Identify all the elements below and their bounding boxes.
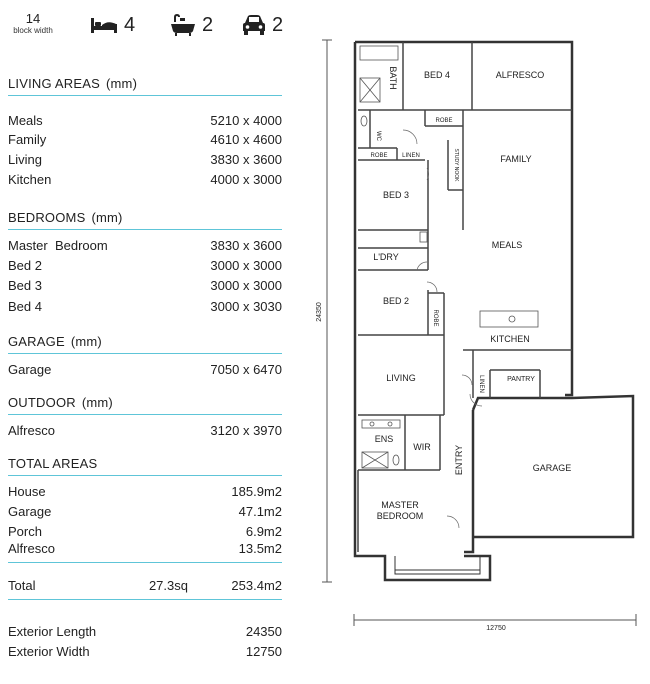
bathtub <box>360 46 398 60</box>
spec-value: 185.9m2 <box>231 484 282 499</box>
floor-plan <box>300 30 645 640</box>
room-label-kitchen: KITCHEN <box>490 334 530 344</box>
spec-value: 47.1m2 <box>238 504 282 519</box>
spec-row-total <box>8 578 282 594</box>
room-label-robe-bed3: ROBE <box>370 153 388 159</box>
room-label-laundry: L'DRY <box>373 252 399 262</box>
spec-name: Alfresco <box>8 423 55 438</box>
bedrooms-stat <box>90 14 135 36</box>
spec-name: Living <box>8 152 42 167</box>
room-label-wc: WC <box>375 131 381 141</box>
spec-row-meals <box>8 113 282 129</box>
room-label-study-nook: STUDY NOOK <box>453 148 459 182</box>
block-width-label: block width <box>13 26 53 35</box>
room-label-wir: WIR <box>413 442 431 452</box>
total-areas-title: TOTAL AREAS <box>8 456 98 471</box>
spec-value: 3830 x 3600 <box>210 238 282 253</box>
exterior-length-value: 24350 <box>245 624 282 639</box>
outdoor-title: OUTDOOR <box>8 395 76 410</box>
exterior-width-label: Exterior Width <box>8 644 90 659</box>
spec-row-bed-3 <box>8 278 282 294</box>
car-spaces-stat <box>242 14 283 36</box>
spec-row-house-area <box>8 484 282 500</box>
bathrooms-stat <box>170 14 213 36</box>
total-areas-heading <box>8 456 282 476</box>
room-label-linen-kitchen: LINEN <box>478 375 484 393</box>
garage-unit: (mm) <box>70 334 102 349</box>
spec-value: 3000 x 3000 <box>210 278 282 293</box>
spec-row-family <box>8 132 282 148</box>
spec-name: Master Bedroom <box>8 238 108 253</box>
spec-name: Bed 3 <box>8 278 42 293</box>
bathrooms-count: 2 <box>202 13 214 36</box>
car-spaces-count: 2 <box>272 13 284 36</box>
living-areas-unit: (mm) <box>106 76 138 91</box>
bedrooms-title: BEDROOMS <box>8 210 86 225</box>
block-width-value: 14 <box>25 11 41 26</box>
divider <box>8 599 282 600</box>
living-areas-title: LIVING AREAS <box>8 76 100 91</box>
spec-row-master-bedroom <box>8 238 282 254</box>
bedrooms-count: 4 <box>124 13 136 36</box>
total-squares: 27.3sq <box>148 578 188 593</box>
spec-row-porch-area <box>8 524 282 540</box>
bedrooms-unit: (mm) <box>91 210 123 225</box>
spec-name: Bed 4 <box>8 299 42 314</box>
spec-row-alfresco-area <box>8 541 282 557</box>
room-label-ens: ENS <box>374 434 394 444</box>
spec-row-alfresco <box>8 423 282 439</box>
spec-value: 4610 x 4600 <box>210 132 282 147</box>
spec-name: Bed 2 <box>8 258 42 273</box>
room-label-master-line2: BEDROOM <box>376 511 424 521</box>
spec-name: Garage <box>8 504 52 519</box>
spec-value: 6.9m2 <box>245 524 282 539</box>
room-label-linen-top: LINEN <box>402 153 420 159</box>
room-label-alfresco: ALFRESCO <box>495 70 545 80</box>
room-label-living: LIVING <box>386 373 416 383</box>
room-label-master-line1: MASTER <box>381 500 419 510</box>
spec-name: Porch <box>8 524 42 539</box>
outdoor-unit: (mm) <box>81 395 113 410</box>
spec-value: 3830 x 3600 <box>210 152 282 167</box>
exterior-width-value: 12750 <box>245 644 282 659</box>
living-areas-heading <box>8 76 282 96</box>
room-label-meals: MEALS <box>491 240 523 250</box>
porch-outline <box>395 556 480 574</box>
garage-title: GARAGE <box>8 334 65 349</box>
bed-icon <box>90 16 118 34</box>
room-label-bed3: BED 3 <box>382 190 410 200</box>
spec-name: Alfresco <box>8 541 55 556</box>
room-label-robe-bed4: ROBE <box>435 118 453 124</box>
room-label-family: FAMILY <box>500 154 532 164</box>
bathtub-icon <box>170 14 196 36</box>
divider <box>8 562 282 563</box>
spec-row-bed-4 <box>8 299 282 315</box>
spec-row-exterior-length <box>8 624 282 640</box>
room-label-bath: BATH <box>388 66 398 90</box>
garage-heading <box>8 334 282 354</box>
spec-row-bed-2 <box>8 258 282 274</box>
room-label-pantry: PANTRY <box>507 376 535 383</box>
spec-row-living <box>8 152 282 168</box>
room-label-garage: GARAGE <box>532 463 572 473</box>
room-label-bed2: BED 2 <box>382 296 410 306</box>
spec-name: Family <box>8 132 47 147</box>
spec-value: 13.5m2 <box>238 541 282 556</box>
spec-value: 3000 x 3030 <box>210 299 282 314</box>
spec-value: 7050 x 6470 <box>210 362 282 377</box>
dimension-label-length: 24350 <box>316 302 323 322</box>
exterior-length-label: Exterior Length <box>8 624 97 639</box>
dimension-label-width: 12750 <box>486 625 506 632</box>
room-label-entry: ENTRY <box>454 444 464 476</box>
spec-name: Garage <box>8 362 52 377</box>
car-icon <box>242 14 266 36</box>
total-value: 253.4m2 <box>231 578 282 593</box>
spec-row-exterior-width <box>8 644 282 660</box>
spec-value: 5210 x 4000 <box>210 113 282 128</box>
spec-name: Kitchen <box>8 172 52 187</box>
block-width-stat <box>8 12 58 36</box>
spec-row-garage <box>8 362 282 378</box>
spec-name: House <box>8 484 46 499</box>
spec-value: 4000 x 3000 <box>210 172 282 187</box>
total-label: Total <box>8 578 36 593</box>
spec-name: Meals <box>8 113 43 128</box>
bedrooms-heading <box>8 210 282 230</box>
room-label-bed4: BED 4 <box>423 70 451 80</box>
spec-row-garage-area <box>8 504 282 520</box>
outdoor-heading <box>8 395 282 415</box>
spec-value: 3120 x 3970 <box>210 423 282 438</box>
spec-row-kitchen <box>8 172 282 188</box>
spec-value: 3000 x 3000 <box>210 258 282 273</box>
room-label-robe-bed2: ROBE <box>432 309 438 327</box>
